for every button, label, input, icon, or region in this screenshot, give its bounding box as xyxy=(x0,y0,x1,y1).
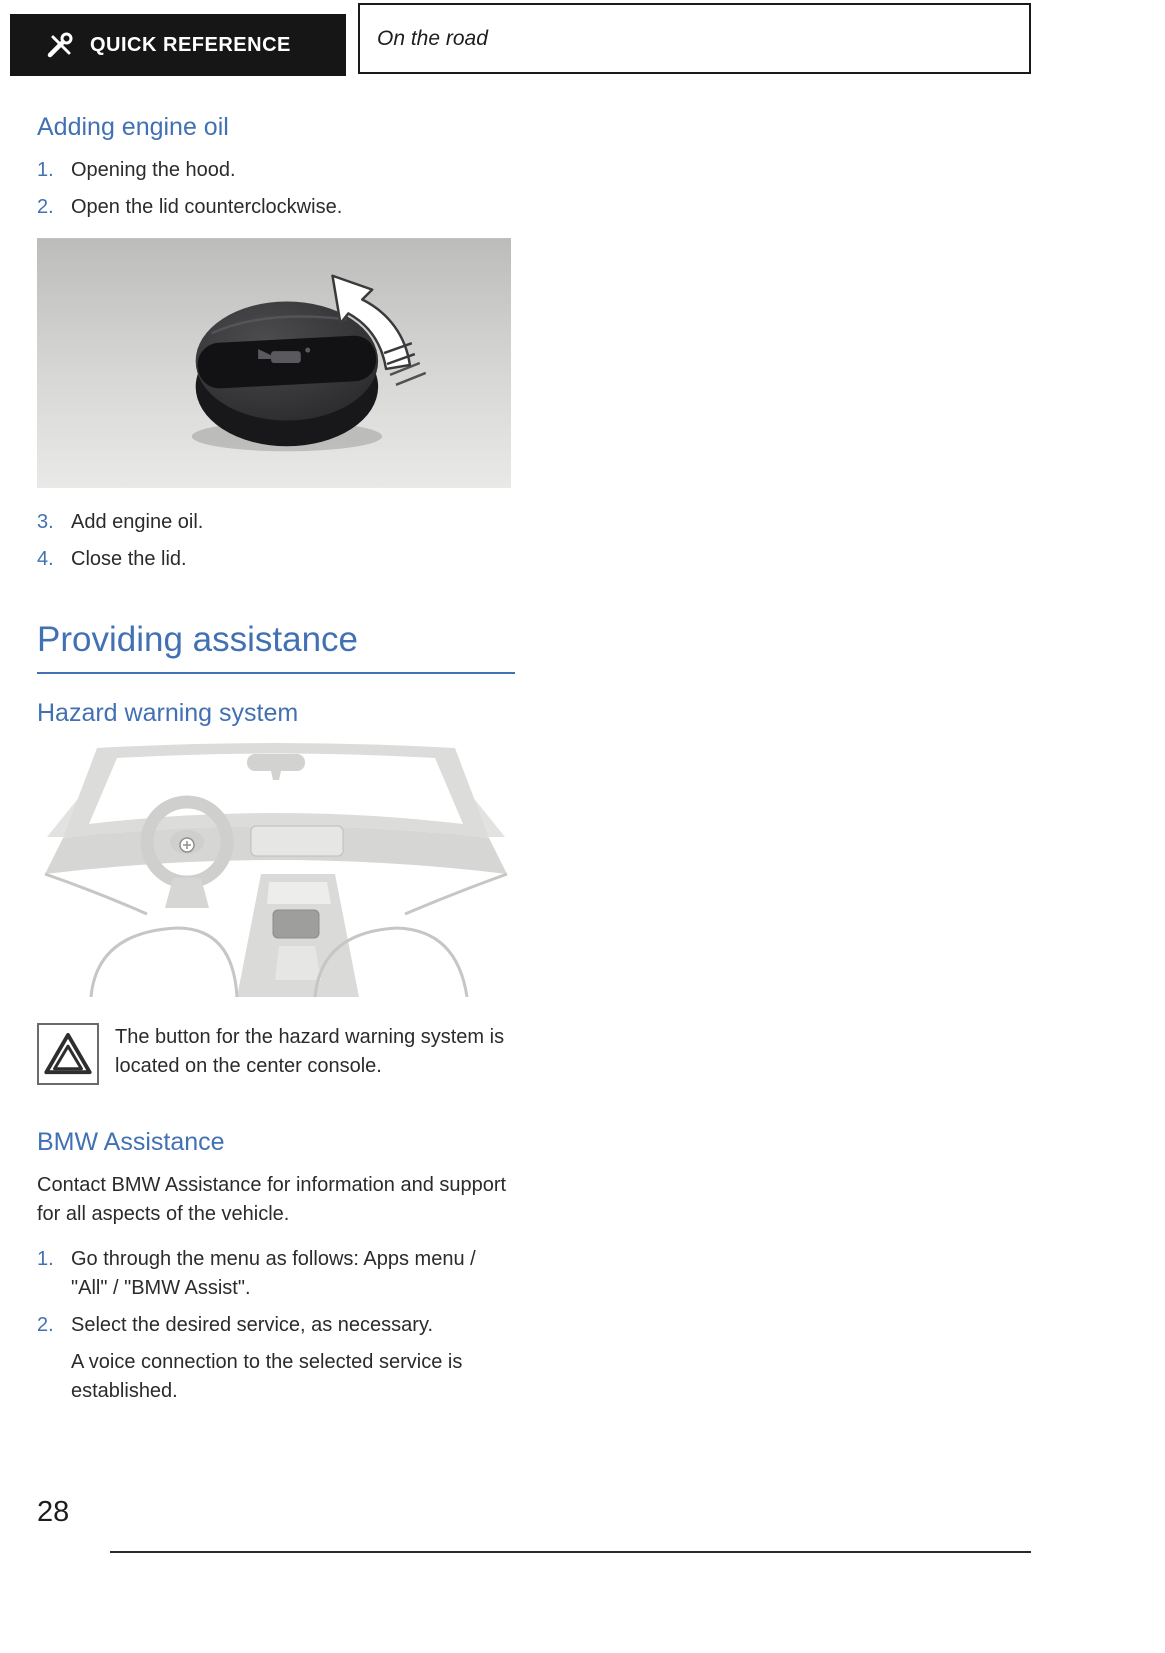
step-number: 4. xyxy=(37,548,54,570)
page-number: 28 xyxy=(37,1496,70,1528)
list-item xyxy=(37,1311,515,1340)
providing-assistance-heading: Providing assistance xyxy=(37,620,515,674)
bmw-assistance-steps xyxy=(37,1245,515,1340)
list-item xyxy=(37,156,515,185)
step-number: 2. xyxy=(37,1314,54,1336)
rearview-mirror xyxy=(247,754,305,771)
list-item xyxy=(37,1245,515,1303)
tools-icon xyxy=(44,30,74,60)
bmw-assistance-result: A voice connection to the selected service is established. xyxy=(71,1351,463,1402)
footer-rule xyxy=(110,1551,1031,1553)
oil-cap xyxy=(196,302,378,447)
step-number: 1. xyxy=(37,1248,54,1270)
step-number: 1. xyxy=(37,159,54,181)
step-text: Opening the hood. xyxy=(71,159,236,181)
hazard-heading: Hazard warning system xyxy=(37,699,299,727)
chapter-label: On the road xyxy=(377,26,488,50)
content-column xyxy=(37,112,515,1426)
list-item xyxy=(37,508,515,537)
step-text: Go through the menu as follows: Apps menu / "All" / "BMW Assist". xyxy=(71,1248,476,1299)
chapter-box xyxy=(358,3,1031,74)
oil-steps-after xyxy=(37,508,515,574)
list-item xyxy=(37,193,515,222)
step-text: Open the lid counterclockwise. xyxy=(71,196,343,218)
list-item xyxy=(37,545,515,574)
step-number: 3. xyxy=(37,511,54,533)
hazard-warning-icon xyxy=(37,1023,99,1085)
step-text: Select the desired service, as necessary. xyxy=(71,1314,434,1336)
section-tab xyxy=(10,14,346,76)
step-text: Add engine oil. xyxy=(71,511,204,533)
bmw-assistance-heading: BMW Assistance xyxy=(37,1128,225,1156)
hazard-note-text: The button for the hazard warning system is located on the center console. xyxy=(115,1026,505,1077)
hazard-note xyxy=(37,1023,515,1085)
dashboard-illustration xyxy=(37,742,515,997)
oil-cap-illustration xyxy=(37,238,511,488)
center-display xyxy=(251,826,343,856)
section-label: QUICK REFERENCE xyxy=(90,33,291,56)
step-number: 2. xyxy=(37,196,54,218)
hazard-button xyxy=(273,910,319,938)
step-text: Close the lid. xyxy=(71,548,187,570)
left-footwell xyxy=(91,928,237,997)
bmw-assistance-intro: Contact BMW Assistance for information and support for all aspects of the vehicle. xyxy=(37,1174,507,1225)
oil-section-heading: Adding engine oil xyxy=(37,113,229,141)
oil-steps-before xyxy=(37,156,515,222)
